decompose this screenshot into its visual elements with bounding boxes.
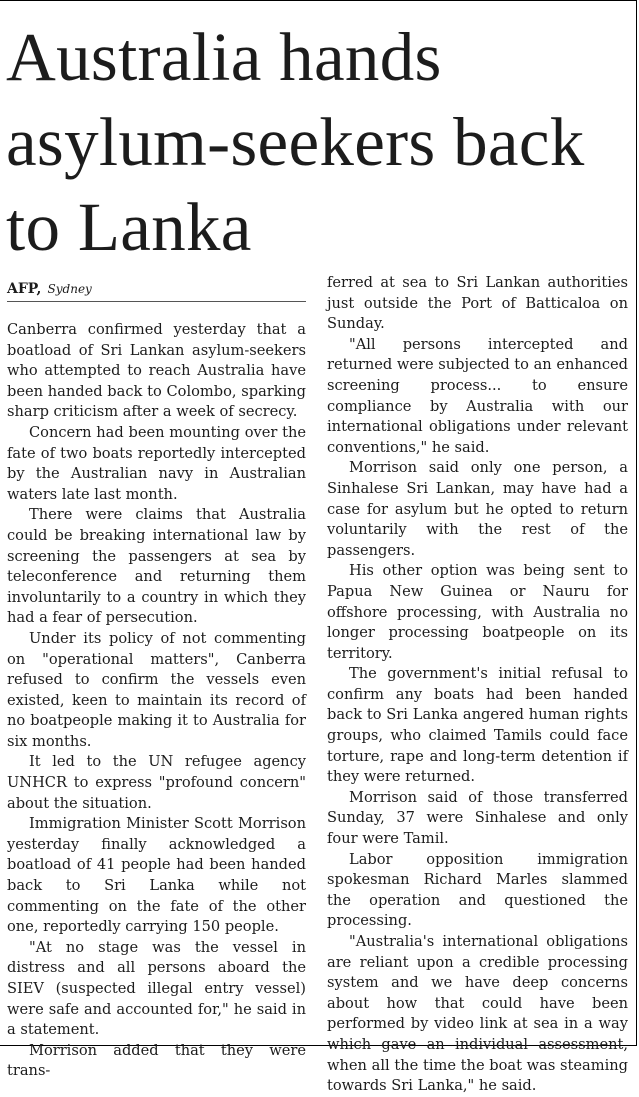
article-column-left bbox=[7, 273, 306, 1082]
paragraph: "Australia's international obligations are reliant upon a credible processing system and we have deep concerns about how that could have been performed by video link at sea in a way which gave an individual assessment, when all the time the boat was steaming towards Sri Lanka," he said. bbox=[327, 933, 628, 1095]
paragraph: Canberra confirmed yesterday that a boatload of Sri Lankan asylum-seekers who attempted to reach Australia have been handed back to Colombo, sparking sharp criticism after a week of secrecy. bbox=[7, 321, 306, 421]
paragraph: His other option was being sent to Papua New Guinea or Nauru for offshore processing, with Australia no longer processing boatpeople on its territory. bbox=[327, 562, 628, 662]
paragraph: Under its policy of not commenting on "operational matters", Canberra refused to confirm the vessels even existed, keen to maintain its record of no boatpeople making it to Australia for six months. bbox=[7, 629, 306, 750]
byline-dateline: Sydney bbox=[47, 282, 92, 296]
paragraph: Concern had been mounting over the fate of two boats reportedly intercepted by the Australian navy in Australian waters late last month. bbox=[7, 423, 306, 503]
paragraph: ferred at sea to Sri Lankan authorities just outside the Port of Batticaloa on Sunday. bbox=[327, 274, 628, 333]
paragraph: Immigration Minister Scott Morrison yesterday finally acknowledged a boatload of 41 people had been handed back to Sri Lanka while not commenting on the fate of the other one, reportedly carrying 150 people. bbox=[7, 815, 306, 936]
paragraph: The government's initial refusal to confirm any boats had been handed back to Sri Lanka angered human rights groups, who claimed Tamils could face torture, rape and long-term detention if they were returned. bbox=[327, 665, 628, 786]
article-column-right bbox=[327, 273, 628, 1097]
paragraph: Morrison added that they were trans- bbox=[7, 1041, 306, 1080]
byline-agency: AFP, bbox=[7, 281, 42, 297]
byline bbox=[7, 273, 306, 302]
paragraph: There were claims that Australia could be breaking international law by screening the passengers at sea by teleconference and returning them involuntarily to a country in which they had a fear of persecution. bbox=[7, 506, 306, 627]
paragraph: It led to the UN refugee agency UNHCR to express "profound concern" about the situation. bbox=[7, 753, 306, 812]
headline: Australia hands asylum-seekers back to Lanka bbox=[6, 19, 585, 265]
paragraph: "At no stage was the vessel in distress and all persons aboard the SIEV (suspected illegal entry vessel) were safe and accounted for," he said in a statement. bbox=[7, 938, 306, 1039]
paragraph: "All persons intercepted and returned were subjected to an enhanced screening process... to ensure compliance by Australia with our international obligations under relevant conventions," he said. bbox=[327, 335, 629, 456]
paragraph: Labor opposition immigration spokesman Richard Marles slammed the operation and questioned the processing. bbox=[327, 850, 628, 930]
paragraph: Morrison said of those transferred Sunday, 37 were Sinhalese and only four were Tamil. bbox=[327, 788, 628, 848]
paragraph: Morrison said only one person, a Sinhalese Sri Lankan, may have had a case for asylum but he opted to return voluntarily with the rest of the passengers. bbox=[327, 459, 628, 559]
